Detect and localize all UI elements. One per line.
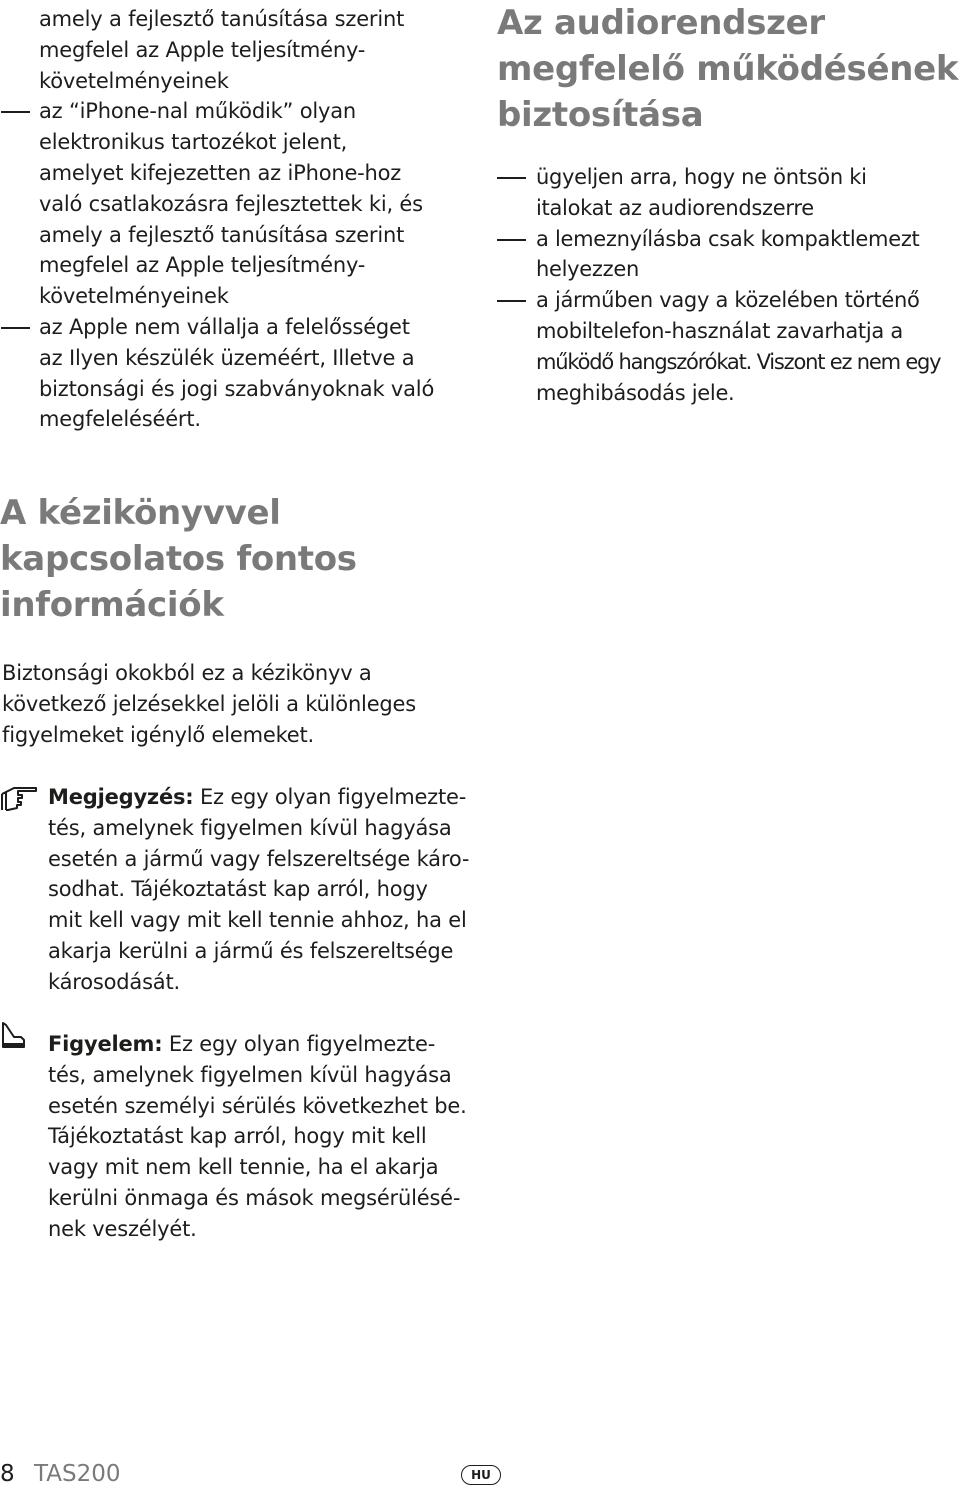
warning-block	[0, 1029, 480, 1245]
section-heading: A kézikönyvvel	[0, 493, 281, 533]
text-line: sodhat. Tájékoztatást kap arról, hogy	[48, 877, 428, 902]
text-line: tés, amelynek figyelmen kívül hagyása	[48, 1062, 452, 1087]
language-badge: HU	[461, 1465, 501, 1485]
text-line: mit kell vagy mit kell tennie ahhoz, ha el	[48, 908, 467, 933]
manual-info-section	[0, 490, 480, 750]
bullet-item-disc-slot: a lemeznyílásba csak kompaktlemezt	[497, 224, 960, 255]
text-line: akarja kerülni a jármű és felszereltsége	[48, 938, 454, 963]
text-line: helyezzen	[536, 257, 639, 282]
text-line: következő jelzésekkel jelöli a különleges	[2, 691, 417, 716]
dash-bullet	[1, 111, 30, 113]
pointing-hand-icon	[0, 782, 38, 812]
text-line: amelyet kifejezetten az iPhone-hoz	[39, 160, 402, 185]
page-number: 8	[0, 1461, 15, 1487]
left-top-text-block	[0, 4, 470, 435]
page-footer	[0, 1459, 960, 1489]
bullet-item-drinks: ügyeljen arra, hogy ne öntsön ki	[497, 162, 960, 193]
text-line: italokat az audiorendszerre	[536, 195, 814, 220]
text-line: mobiltelefon-használat zavarhatja a	[536, 318, 903, 343]
text-line: való csatlakozásra fejlesztettek ki, és	[39, 191, 423, 216]
text-line: követelményeinek	[39, 284, 229, 309]
text-line: vagy mit nem kell tennie, ha el akarja	[48, 1155, 439, 1180]
bullet-item-liability: az Apple nem vállalja a felelősséget	[0, 312, 470, 343]
text-line: megfelel az Apple teljesítmény-	[39, 253, 366, 278]
dash-bullet	[1, 327, 30, 329]
note-first-line: Megjegyzés: Ez egy olyan figyelmezte-	[48, 785, 467, 809]
text-line: károsodását.	[48, 969, 180, 994]
note-block	[0, 782, 480, 998]
text-line: meghibásodás jele.	[536, 380, 735, 405]
document-code: TAS200	[34, 1461, 121, 1487]
audio-system-section	[497, 0, 960, 408]
text-line: megfeleléséért.	[39, 407, 201, 432]
text-line: biztonsági és jogi szabványoknak való	[39, 376, 435, 401]
text-line: Biztonsági okokból ez a kézikönyv a	[2, 661, 372, 685]
text-line: elektronikus tartozékot jelent,	[39, 130, 348, 155]
dash-bullet	[497, 177, 526, 179]
dash-bullet	[497, 300, 526, 302]
text-line: tés, amelynek figyelmen kívül hagyása	[48, 815, 452, 840]
bullet-item-mobile-phone: a járműben vagy a közelében történő	[497, 285, 960, 316]
text-line: amely a fejlesztő tanúsítása szerint	[39, 222, 405, 247]
text-line: nek veszélyét.	[48, 1216, 197, 1241]
text-line: megfelel az Apple teljesítmény-	[39, 37, 366, 62]
text-line: Tájékoztatást kap arról, hogy mit kell	[48, 1124, 427, 1149]
intro-paragraph	[0, 658, 480, 750]
dash-bullet	[497, 239, 526, 241]
warning-label: Figyelem:	[48, 1032, 163, 1056]
text-line: esetén a jármű vagy felszereltsége káro-	[48, 846, 470, 871]
section-heading: megfelelő működésének	[497, 49, 959, 89]
text-line: követelményeinek	[39, 68, 229, 93]
warning-first-line: Figyelem: Ez egy olyan figyelmezte-	[48, 1032, 436, 1056]
text-line: esetén személyi sérülés következhet be.	[48, 1093, 467, 1118]
bullet-item-iphone: az “iPhone-nal működik” olyan	[0, 96, 470, 127]
audio-tips-list	[497, 162, 960, 408]
section-heading: információk	[0, 585, 224, 625]
text-line: figyelmeket igénylő elemeket.	[2, 722, 315, 747]
section-heading: Az audiorendszer	[497, 3, 825, 43]
raised-finger-icon	[0, 1019, 38, 1049]
text-line: amely a fejlesztő tanúsítása szerint	[39, 7, 405, 31]
text-line: kerülni önmaga és mások megsérülésé-	[48, 1185, 461, 1210]
text-line: az Ilyen készülék üzeméért, Illetve a	[39, 345, 415, 370]
text-line: működő hangszórókat. Viszont ez nem egy	[536, 349, 941, 374]
note-label: Megjegyzés:	[48, 785, 194, 809]
section-heading: kapcsolatos fontos	[0, 539, 357, 579]
section-heading: biztosítása	[497, 95, 704, 135]
